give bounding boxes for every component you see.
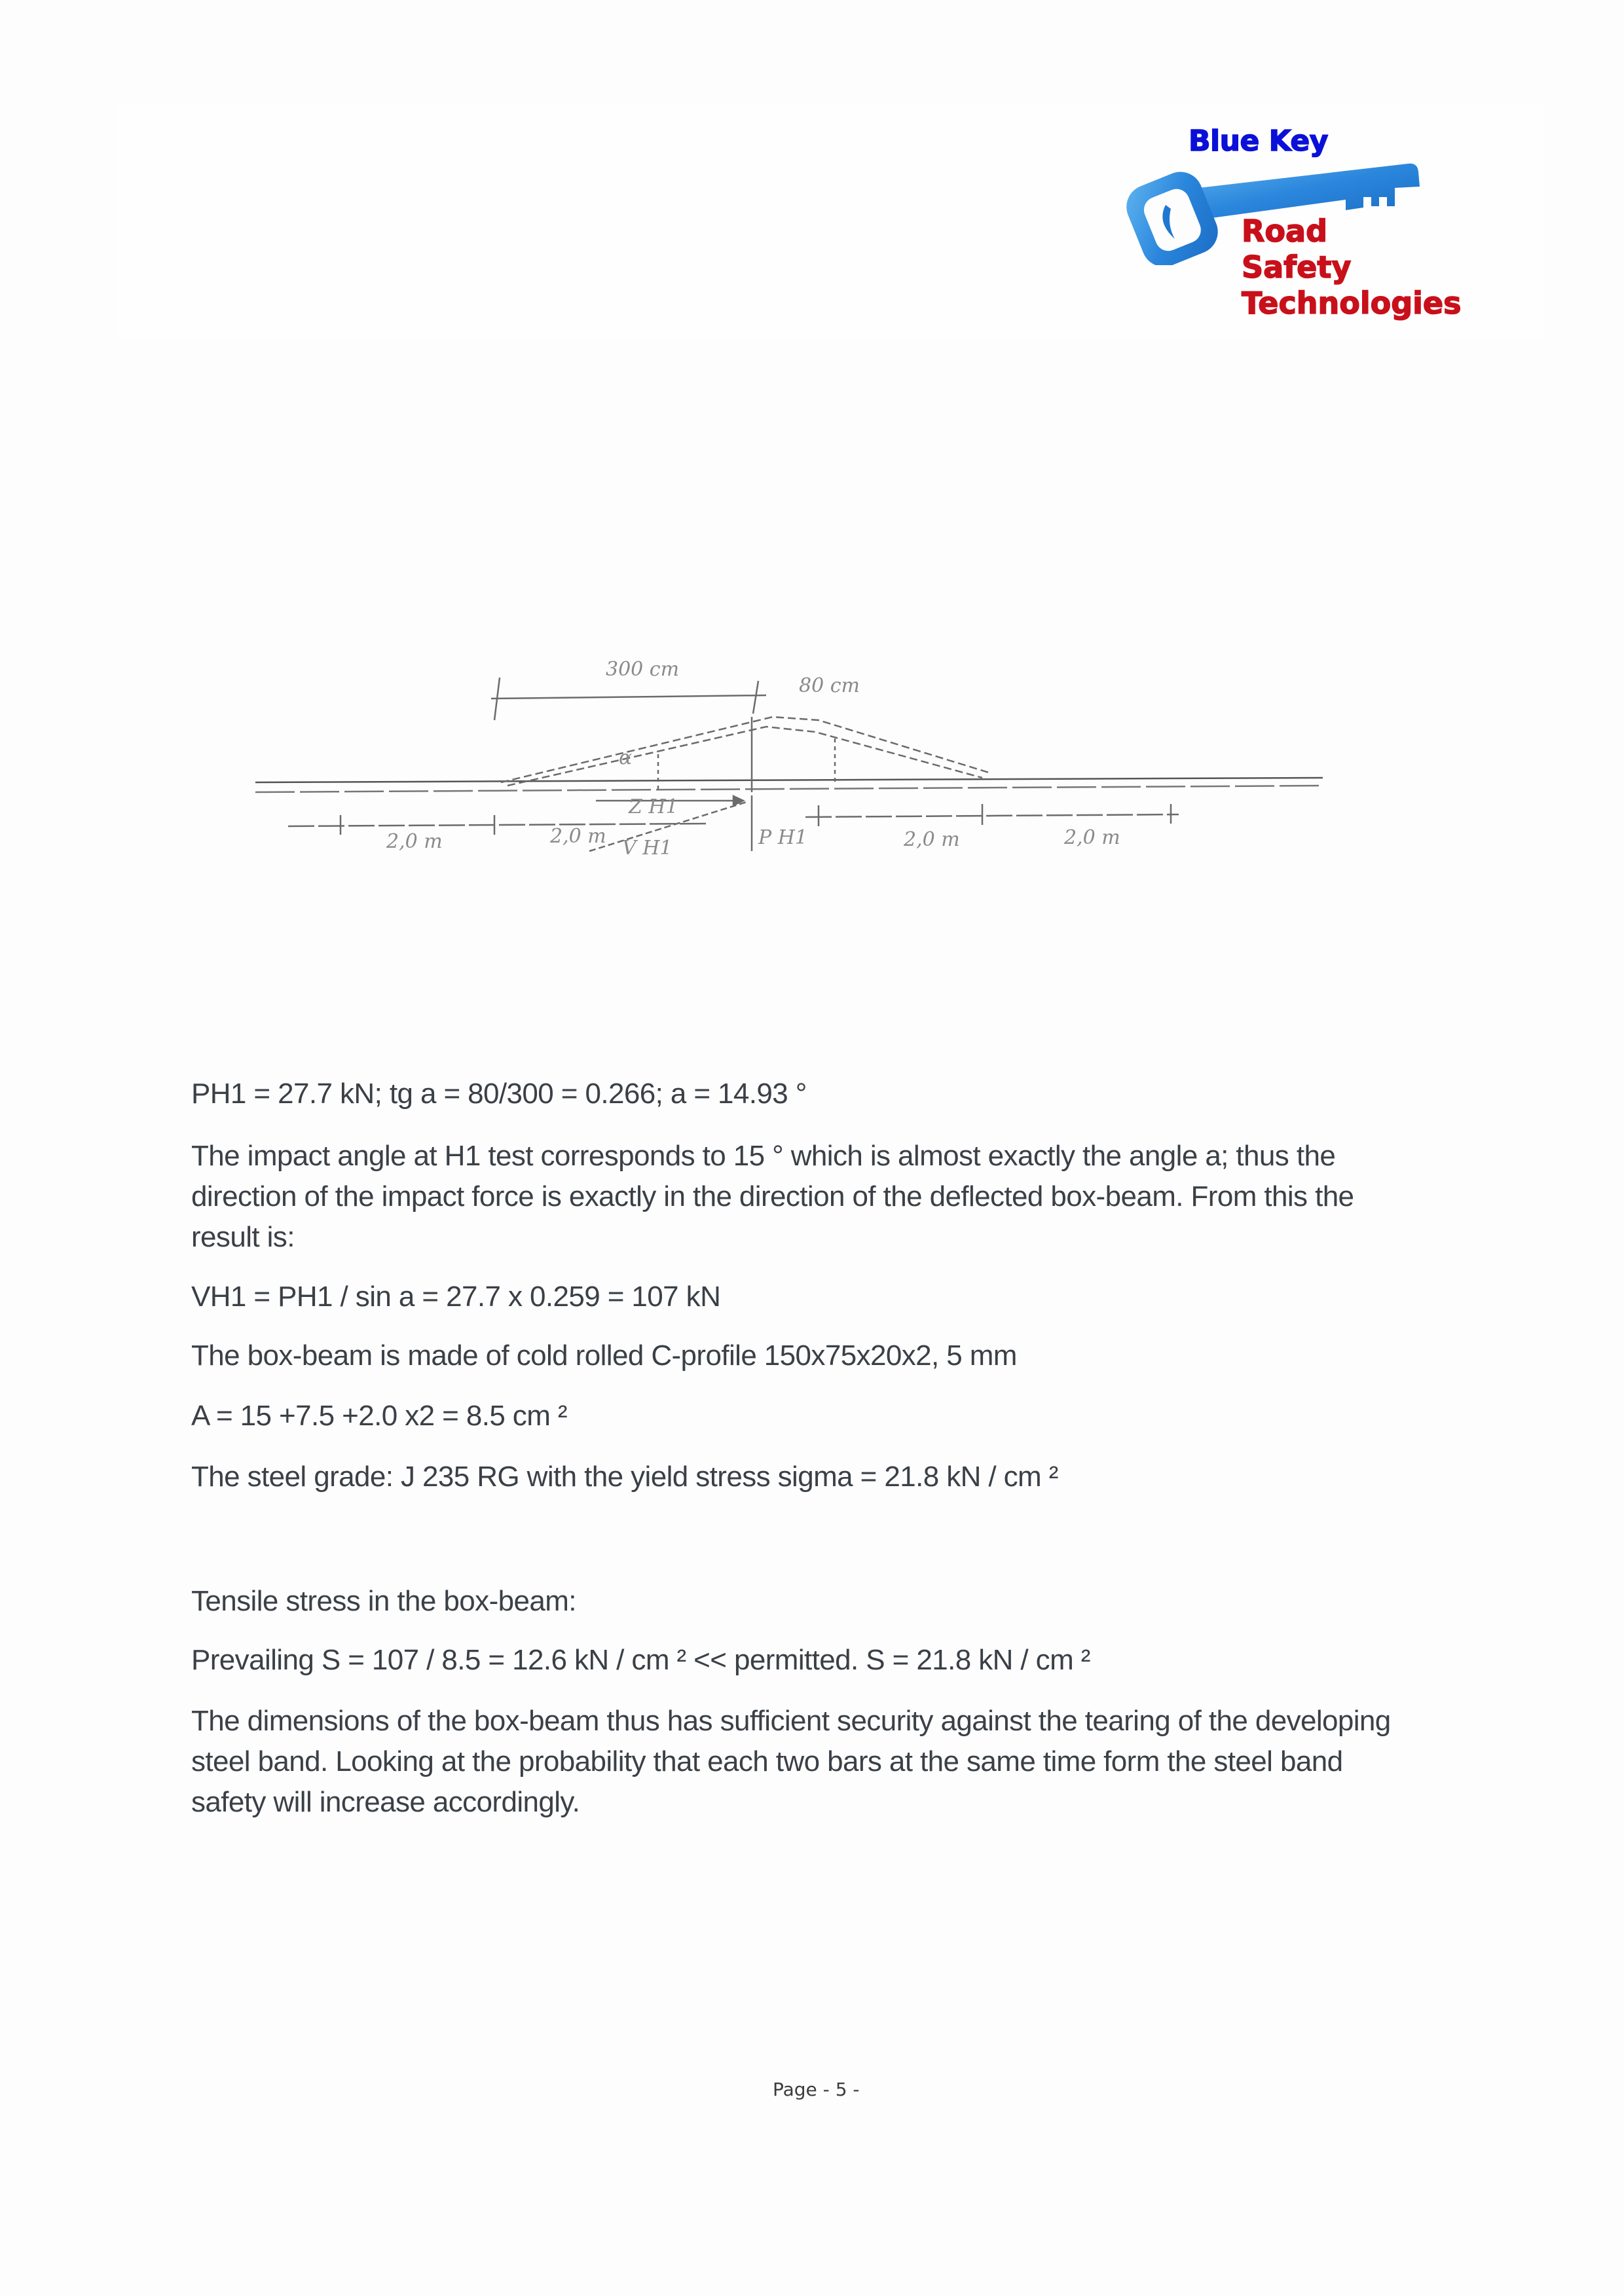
formula-vh1: VH1 = PH1 / sin a = 27.7 x 0.259 = 107 kN — [191, 1281, 721, 1313]
logo-tagline-safety: Safety — [1242, 249, 1352, 285]
logo-brand-text: Blue Key — [1189, 124, 1328, 158]
label-second-segment: 2,0 m — [550, 825, 606, 848]
deflection-sketch — [249, 655, 1336, 864]
label-left-segment: 2,0 m — [386, 830, 443, 853]
paragraph-impact-angle: The impact angle at H1 test corresponds to 15 ° which is almost exactly the angle a; thus the direction of the impact force is exactly in the direction of the deflected box-beam. From this the result is: — [191, 1140, 1354, 1253]
heading-tensile-stress: Tensile stress in the box-beam: — [191, 1585, 576, 1617]
paragraph-conclusion: The dimensions of the box-beam thus has sufficient security against the tearing of the developing steel band. Looking at the probability that each two bars at the same time form the steel band safety will increase accordingly. — [191, 1705, 1391, 1818]
logo-tagline-road: Road — [1242, 213, 1327, 249]
label-impact-p: P H1 — [758, 826, 807, 849]
page-number: Page - 5 - — [773, 2079, 860, 2100]
company-logo — [1120, 121, 1513, 331]
label-right-segment-1: 2,0 m — [904, 828, 960, 851]
label-right-segment-2: 2,0 m — [1064, 826, 1120, 849]
paragraph-profile: The box-beam is made of cold rolled C-profile 150x75x20x2, 5 mm — [191, 1339, 1017, 1372]
formula-area: A = 15 +7.5 +2.0 x2 = 8.5 cm ² — [191, 1400, 567, 1432]
label-span-300cm: 300 cm — [606, 658, 680, 681]
formula-ph1-angle: PH1 = 27.7 kN; tg a = 80/300 = 0.266; a = 14.93 ° — [191, 1078, 807, 1110]
label-deflection-80cm: 80 cm — [799, 674, 860, 697]
paragraph-steel-grade: The steel grade: J 235 RG with the yield stress sigma = 21.8 kN / cm ² — [191, 1461, 1058, 1493]
logo-tagline-technologies: Technologies — [1242, 285, 1462, 321]
formula-prevailing-stress: Prevailing S = 107 / 8.5 = 12.6 kN / cm ² << permitted. S = 21.8 kN / cm ² — [191, 1644, 1090, 1676]
label-tension-z: Z H1 — [629, 795, 678, 818]
label-angle-alpha: α — [619, 746, 633, 769]
label-resultant-v: V H1 — [622, 837, 673, 860]
